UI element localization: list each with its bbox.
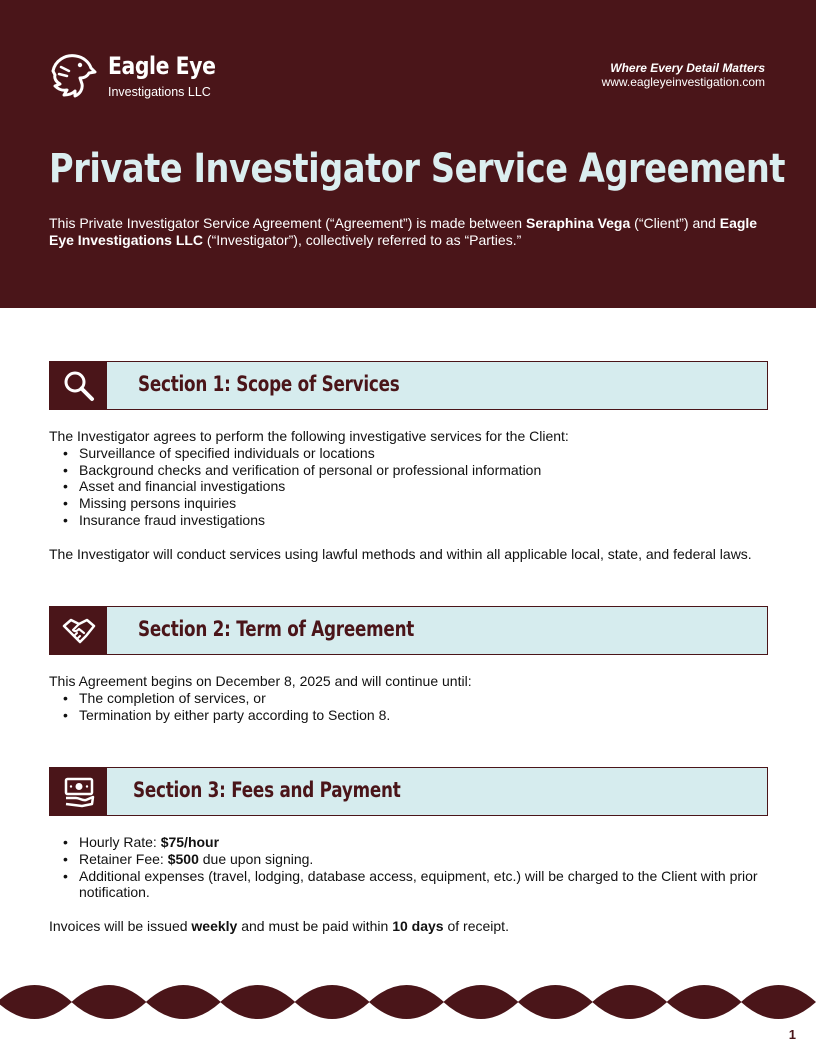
header-band — [0, 0, 816, 308]
list-item — [49, 851, 769, 868]
company-name: Eagle Eye Investigations LLC — [49, 215, 758, 248]
tagline: Where Every Detail Matters — [610, 61, 765, 75]
list-item: • Surveillance of specified individuals or locations — [49, 445, 769, 462]
section-3-closing — [49, 918, 769, 935]
magnifier-icon — [62, 369, 96, 403]
footer-wave-decoration — [0, 984, 816, 1020]
section-1-lead: The Investigator agrees to perform the following investigative services for the Client: — [49, 428, 569, 444]
section-icon-box — [50, 768, 107, 815]
money-hand-icon — [62, 776, 96, 808]
list-item: • Asset and financial investigations — [49, 478, 769, 495]
wave-leaf — [667, 985, 742, 1019]
hourly-rate-label: Hourly Rate: — [79, 834, 161, 850]
list-item: • Additional expenses (travel, lodging, database access, equipment, etc.) will be charged to the Client with prior notification. — [49, 868, 769, 902]
section-2-header — [49, 606, 768, 655]
payment-term: 10 days — [392, 917, 444, 934]
section-3-title: Section 3: Fees and Payment — [133, 778, 401, 802]
retainer-value: $500 — [167, 850, 199, 867]
brand-name: Eagle Eye — [108, 52, 216, 80]
closing-text-3: of receipt. — [443, 917, 509, 934]
section-2-lead: This Agreement begins on December 8, 2025 and will continue until: — [49, 673, 472, 689]
wave-leaf — [741, 985, 816, 1019]
section-1-closing: The Investigator will conduct services using lawful methods and within all applicable local, state, and federal laws. — [49, 545, 752, 562]
website-link[interactable]: www.eagleyeinvestigation.com — [601, 75, 765, 89]
wave-leaf — [443, 985, 518, 1019]
closing-text-1: Invoices will be issued — [49, 917, 192, 934]
page-number: 1 — [788, 1027, 796, 1042]
intro-text-3: (“Investigator”), collectively referred to as “Parties.” — [203, 232, 522, 248]
brand-subtitle: Investigations LLC — [108, 85, 211, 99]
section-3-header — [49, 767, 768, 816]
wave-leaf — [592, 985, 667, 1019]
retainer-suffix: due upon signing. — [198, 850, 314, 867]
section-1-body — [49, 428, 769, 562]
list-item: • The completion of services, or — [49, 690, 769, 707]
closing-text-2: and must be paid within — [237, 917, 393, 934]
list-item: • Missing persons inquiries — [49, 495, 769, 512]
wave-leaf — [71, 985, 146, 1019]
wave-leaf — [0, 985, 72, 1019]
hourly-rate-value: $75/hour — [160, 834, 220, 850]
retainer-label: Retainer Fee: — [79, 850, 168, 867]
intro-text-1: This Private Investigator Service Agreement (“Agreement”) is made between — [49, 215, 526, 231]
list-item: • Termination by either party according to Section 8. — [49, 707, 769, 724]
term-list — [49, 690, 769, 724]
section-2-body — [49, 673, 769, 723]
wave-leaf — [146, 985, 221, 1019]
client-name: Seraphina Vega — [525, 215, 631, 231]
services-list — [49, 445, 769, 529]
wave-leaf — [518, 985, 593, 1019]
wave-leaf — [220, 985, 295, 1019]
handshake-icon — [62, 616, 96, 646]
section-icon-box — [50, 607, 107, 654]
list-item — [49, 834, 769, 851]
invoice-frequency: weekly — [191, 917, 238, 934]
wave-leaf — [369, 985, 444, 1019]
intro-text-2: (“Client”) and — [630, 215, 720, 231]
page-title: Private Investigator Service Agreement — [49, 146, 786, 192]
section-1-title: Section 1: Scope of Services — [138, 372, 400, 396]
list-item: • Background checks and verification of personal or professional information — [49, 462, 769, 479]
section-1-header — [49, 361, 768, 410]
list-item: • Insurance fraud investigations — [49, 512, 769, 529]
section-3-body — [49, 834, 769, 935]
fees-list — [49, 834, 769, 901]
section-icon-box — [50, 362, 107, 409]
wave-leaf — [295, 985, 370, 1019]
intro-paragraph — [49, 215, 767, 249]
eagle-logo-icon — [49, 51, 97, 99]
section-2-title: Section 2: Term of Agreement — [138, 617, 415, 641]
